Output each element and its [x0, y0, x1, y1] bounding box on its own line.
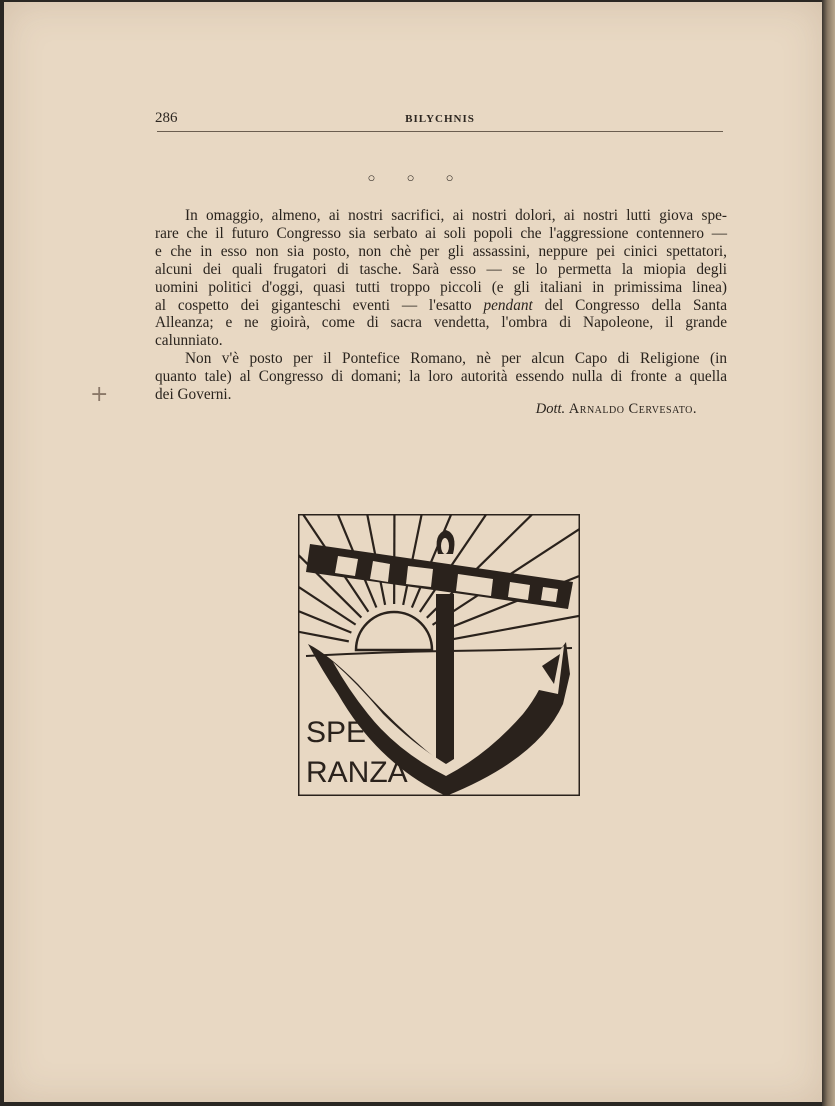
- inscription-line2: RANZA: [306, 756, 408, 789]
- text-line: uomini politici d'oggi, quasi tutti troppo piccoli (e gli italiani in primissima linea): [155, 278, 727, 296]
- text-line: quanto tale) al Congresso di domani; la loro autorità essendo nulla di fronte a quella: [155, 368, 727, 386]
- page-number: 286: [155, 110, 178, 126]
- text-line: rare che il futuro Congresso sia serbato ai soli popoli che l'aggressione contennero —: [155, 224, 727, 242]
- text-line: dei Governi.: [155, 386, 232, 404]
- inscription-line1: SPE-: [306, 716, 377, 749]
- anchor-woodcut: [298, 514, 580, 796]
- anchor-shank: [436, 594, 454, 764]
- text-line: [155, 297, 727, 315]
- section-break: ○ ○ ○: [367, 170, 468, 185]
- running-title: BILYCHNIS: [405, 113, 475, 125]
- text-line: Alleanza; e ne gioirà, come di sacra vendetta, l'ombra di Napoleone, il grande: [155, 314, 727, 332]
- anchor-sun-icon: [298, 514, 580, 796]
- author-signature: [155, 401, 697, 418]
- signature-name: Arnaldo Cervesato.: [568, 401, 697, 417]
- margin-pencil-mark: +: [90, 382, 109, 407]
- page-edge: [822, 0, 835, 1106]
- text-segment: al cospetto dei giganteschi eventi — l'esatto: [155, 296, 472, 314]
- text-line: Non v'è posto per il Pontefice Romano, nè per alcun Capo di Religione (in: [185, 350, 727, 368]
- signature-title: Dott.: [535, 401, 566, 417]
- article-body: [155, 207, 727, 404]
- text-segment: del Congresso della Santa: [544, 296, 728, 314]
- text-line: alcuni dei quali frugatori di tasche. Sarà esso — se lo permetta la miopia degli: [155, 260, 727, 278]
- header-rule: [157, 131, 723, 132]
- text-line: In omaggio, almeno, ai nostri sacrifici, ai nostri dolori, ai nostri lutti giova spe-: [185, 207, 727, 224]
- italic-word: pendant: [483, 296, 533, 314]
- text-line: e che in esso non sia posto, non chè per gli assassini, neppure pei cinici spettatori,: [155, 242, 727, 260]
- page-header: [155, 110, 725, 132]
- text-line: calunniato.: [155, 332, 223, 350]
